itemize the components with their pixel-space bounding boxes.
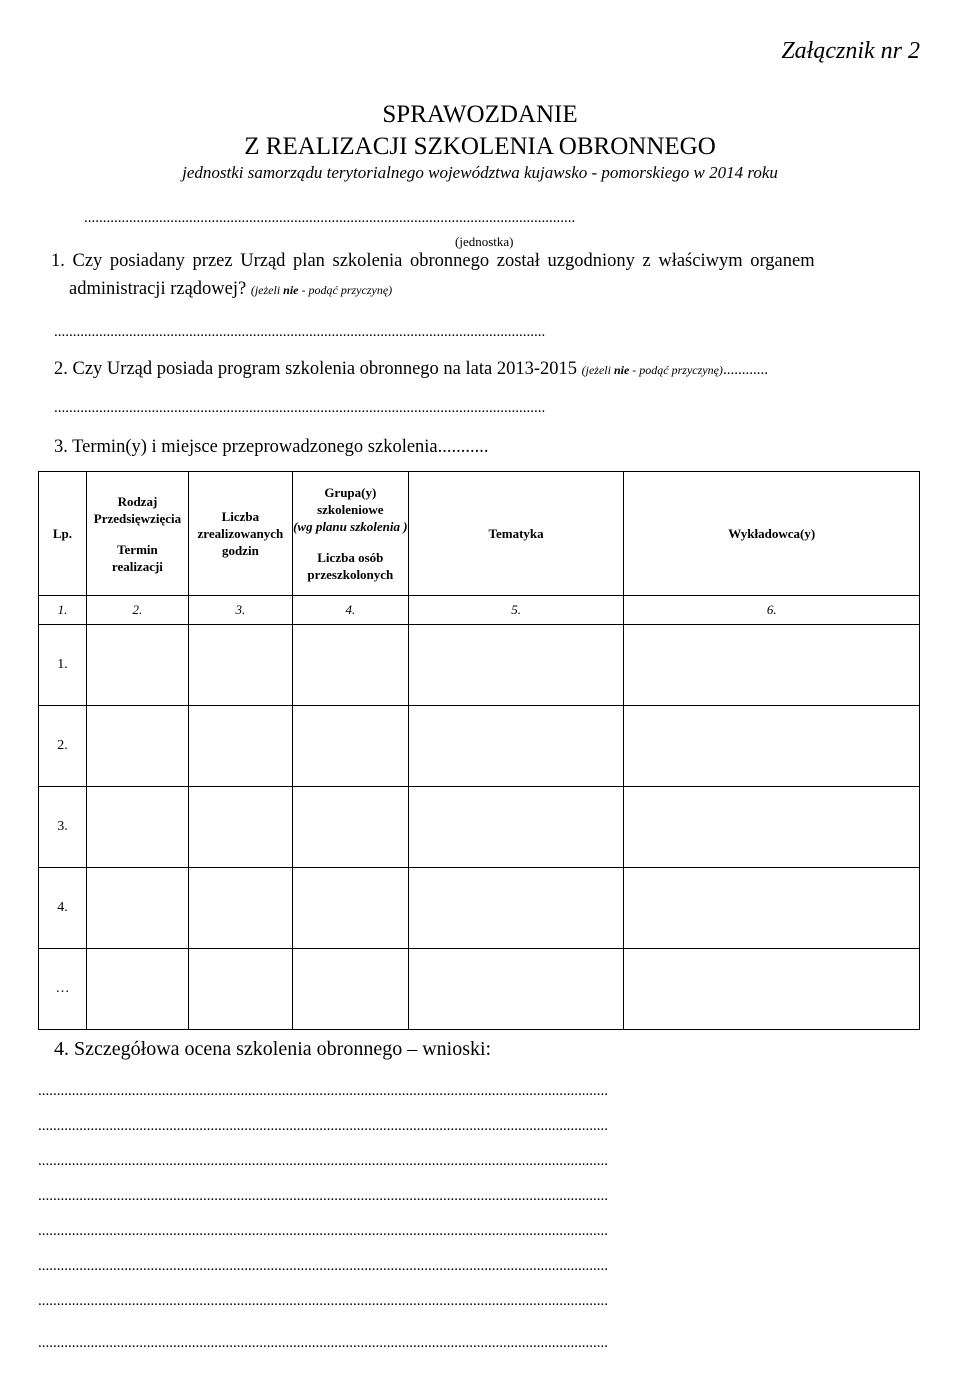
- table-row: [39, 625, 920, 706]
- table-cell[interactable]: [292, 625, 408, 706]
- question-4: 4. Szczegółowa ocena szkolenia obronnego – wnioski:: [54, 1038, 492, 1060]
- row-number: …: [39, 949, 87, 1030]
- header-lp: Lp.: [39, 472, 87, 596]
- report-subtitle: jednostki samorządu terytorialnego województwa kujawsko - pomorskiego w 2014 roku: [182, 163, 778, 182]
- answer-4-line[interactable]: ........................................................................................................................................................: [38, 1335, 608, 1351]
- question-1-text: administracji rządowej?: [69, 279, 247, 299]
- table-cell[interactable]: [188, 625, 292, 706]
- answer-4-line[interactable]: ........................................................................................................................................................: [38, 1153, 608, 1169]
- question-3: 3. Termin(y) i miejsce przeprowadzonego szkolenia...........: [54, 437, 489, 457]
- table-cell[interactable]: [188, 787, 292, 868]
- answer-4-line[interactable]: ........................................................................................................................................................: [38, 1188, 608, 1204]
- report-title: SPRAWOZDANIE: [382, 101, 578, 128]
- answer-4-line[interactable]: ........................................................................................................................................................: [38, 1118, 608, 1134]
- table-row: [39, 868, 920, 949]
- row-number: 3.: [39, 787, 87, 868]
- training-table: [38, 471, 920, 1030]
- answer-4-line[interactable]: ........................................................................................................................................................: [38, 1293, 608, 1309]
- table-cell[interactable]: [408, 949, 624, 1030]
- unit-caption: (jednostka): [455, 234, 514, 249]
- table-cell[interactable]: [624, 949, 920, 1030]
- column-number: 1.: [39, 596, 87, 625]
- question-1-note: (jeżeli nie - podąć przyczynę): [250, 283, 393, 297]
- table-cell[interactable]: [292, 868, 408, 949]
- table-cell[interactable]: [624, 706, 920, 787]
- header-liczba-godzin: Liczba zrealizowanych godzin: [188, 472, 292, 596]
- question-1: 1. Czy posiadany przez Urząd plan szkolenia obronnego został uzgodniony z właściwym organem: [51, 251, 815, 271]
- table-cell[interactable]: [292, 706, 408, 787]
- row-number: 1.: [39, 625, 87, 706]
- table-cell[interactable]: [86, 625, 188, 706]
- table-cell[interactable]: [292, 787, 408, 868]
- table-cell[interactable]: [292, 949, 408, 1030]
- column-number: 2.: [86, 596, 188, 625]
- answer-4-line[interactable]: ........................................................................................................................................................: [38, 1258, 608, 1274]
- answer-2-line[interactable]: ...................................................................................................................................: [54, 400, 546, 416]
- report-title-subject: Z REALIZACJI SZKOLENIA OBRONNEGO: [244, 133, 716, 160]
- column-number: 3.: [188, 596, 292, 625]
- column-numbers-row: [39, 596, 920, 625]
- table-cell[interactable]: [188, 868, 292, 949]
- question-2-text: 2. Czy Urząd posiada program szkolenia obronnego na lata 2013-2015: [54, 359, 577, 379]
- table-row: [39, 949, 920, 1030]
- table-row: [39, 787, 920, 868]
- table-cell[interactable]: [86, 949, 188, 1030]
- answer-1-line[interactable]: ...................................................................................................................................: [54, 324, 546, 340]
- unit-fill-line[interactable]: ...................................................................................................................................: [84, 210, 576, 226]
- table-cell[interactable]: [408, 787, 624, 868]
- table-cell[interactable]: [408, 706, 624, 787]
- header-tematyka: Tematyka: [408, 472, 624, 596]
- table-cell[interactable]: [86, 868, 188, 949]
- table-cell[interactable]: [86, 706, 188, 787]
- column-number: 5.: [408, 596, 624, 625]
- header-grupa: Grupa(y) szkoleniowe (wg planu szkolenia ) Liczba osób przeszkolonych: [292, 472, 408, 596]
- table-row: [39, 706, 920, 787]
- table-cell[interactable]: [408, 868, 624, 949]
- column-number: 6.: [624, 596, 920, 625]
- answer-4-line[interactable]: ........................................................................................................................................................: [38, 1083, 608, 1099]
- table-cell[interactable]: [188, 706, 292, 787]
- question-2-dots: ............: [722, 362, 768, 378]
- attachment-label: Załącznik nr 2: [781, 38, 920, 64]
- row-number: 4.: [39, 868, 87, 949]
- column-number: 4.: [292, 596, 408, 625]
- table-cell[interactable]: [86, 787, 188, 868]
- question-2-note: (jeżeli nie - podąć przyczynę): [581, 363, 723, 377]
- header-wykladowca: Wykładowca(y): [624, 472, 920, 596]
- table-cell[interactable]: [408, 625, 624, 706]
- header-rodzaj: Rodzaj Przedsięwzięcia Termin realizacji: [86, 472, 188, 596]
- table-cell[interactable]: [624, 868, 920, 949]
- table-cell[interactable]: [188, 949, 292, 1030]
- table-cell[interactable]: [624, 787, 920, 868]
- question-2: [54, 359, 768, 380]
- table-cell[interactable]: [624, 625, 920, 706]
- row-number: 2.: [39, 706, 87, 787]
- answer-4-line[interactable]: ........................................................................................................................................................: [38, 1223, 608, 1239]
- question-1-cont: [69, 279, 392, 300]
